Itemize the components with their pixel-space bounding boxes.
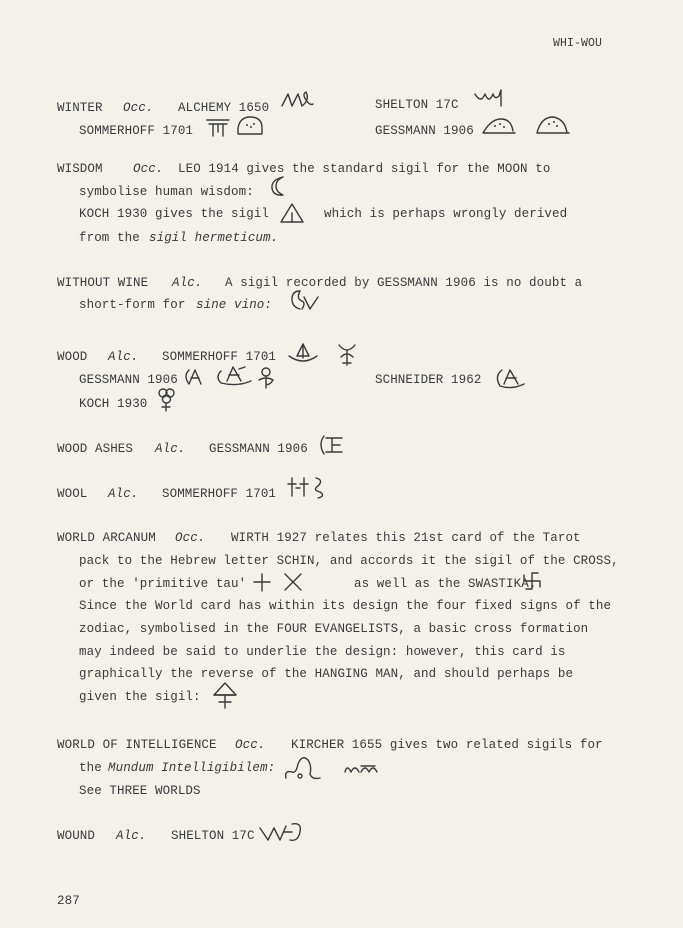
entry-text: Since the World card has within its design the four fixed signs of the [79, 599, 612, 613]
wound-sigil-icon [258, 818, 306, 846]
entry-text: zodiac, symbolised in the FOUR EVANGELISTS, a basic cross formation [79, 622, 589, 636]
entry-text: symbolise human wisdom: [79, 185, 254, 199]
wood-sigil-icon [156, 385, 176, 413]
winter-sigil-icon [481, 113, 517, 137]
wood-sigil-icon [492, 366, 528, 390]
wood-sigil-icon [255, 366, 277, 390]
source-ref: GESSMANN 1906 [375, 124, 474, 138]
entry-tag: Occ. [133, 162, 164, 176]
entry-text: may indeed be said to underlie the design: however, this card is [79, 645, 566, 659]
winter-sigil-icon [236, 114, 266, 138]
entry-text: sigil hermeticum. [149, 231, 279, 245]
entry-text: the [79, 761, 102, 775]
entry-text: Mundum Intelligibilem: [108, 761, 276, 775]
swastika-sigil-icon [522, 571, 542, 591]
entry-term: WOOD [57, 350, 88, 364]
source-ref: SCHNEIDER 1962 [375, 373, 482, 387]
page-number: 287 [57, 894, 80, 908]
triangle-sigil-icon [279, 201, 305, 225]
entry-term: WOUND [57, 829, 96, 843]
source-ref: SOMMERHOFF 1701 [162, 487, 277, 501]
entry-tag: Occ. [175, 531, 206, 545]
cross-sigil-icon [252, 571, 272, 593]
entry-text: as well as the SWASTIKA: [354, 577, 537, 591]
entry-text: WIRTH 1927 relates this 21st card of the Tarot [231, 531, 581, 545]
entry-term: WOOL [57, 487, 88, 501]
wood-sigil-icon [287, 342, 319, 364]
winter-sigil-icon [473, 86, 513, 110]
entry-text: sine vino: [196, 298, 273, 312]
entry-text: pack to the Hebrew letter SCHIN, and accords it the sigil of the CROSS, [79, 554, 619, 568]
entry-term: WORLD ARCANUM [57, 531, 156, 545]
wood-sigil-icon [335, 341, 359, 369]
sine-vino-sigil-icon [286, 287, 322, 315]
wood-sigil-icon [181, 366, 209, 388]
winter-sigil-icon [535, 113, 571, 137]
source-ref: KOCH 1930 [79, 397, 148, 411]
entry-term: WITHOUT WINE [57, 276, 149, 290]
entry-text: short-form for [79, 298, 186, 312]
entry-term: WORLD OF INTELLIGENCE [57, 738, 217, 752]
entry-text: which is perhaps wrongly derived [324, 207, 568, 221]
entry-text: LEO 1914 gives the standard sigil for the MOON to [178, 162, 551, 176]
entry-tag: Alc. [155, 442, 186, 456]
entry-term: WISDOM [57, 162, 103, 176]
entry-text: A sigil recorded by GESSMANN 1906 is no doubt a [225, 276, 583, 290]
entry-text: given the sigil: [79, 690, 201, 704]
source-ref: SHELTON 17C [171, 829, 255, 843]
entry-tag: Alc. [108, 350, 139, 364]
source-ref: SHELTON 17C [375, 98, 459, 112]
entry-tag: Alc. [172, 276, 203, 290]
entry-term: WOOD ASHES [57, 442, 134, 456]
moon-sigil-icon [267, 174, 289, 198]
source-ref: SOMMERHOFF 1701 [162, 350, 277, 364]
wool-sigil-icon [286, 474, 336, 502]
source-ref: SOMMERHOFF 1701 [79, 124, 194, 138]
entry-tag: Alc. [116, 829, 147, 843]
source-ref: GESSMANN 1906 [209, 442, 308, 456]
source-ref: ALCHEMY 1650 [178, 101, 270, 115]
winter-sigil-icon [280, 88, 314, 114]
world-sigil-icon [211, 680, 239, 710]
entry-tag: Occ. [235, 738, 266, 752]
entry-text: or the 'primitive tau' [79, 577, 247, 591]
entry-term: WINTER [57, 101, 103, 115]
entry-tag: Occ. [123, 101, 154, 115]
mundum-sigil-icon [343, 760, 379, 778]
entry-tag: Alc. [108, 487, 139, 501]
entry-text: graphically the reverse of the HANGING MAN, and should perhaps be [79, 667, 574, 681]
source-ref: GESSMANN 1906 [79, 373, 178, 387]
entry-text: KIRCHER 1655 gives two related sigils for [291, 738, 603, 752]
cross-sigil-icon [282, 571, 304, 593]
entry-text: KOCH 1930 gives the sigil [79, 207, 270, 221]
wood-ashes-sigil-icon [318, 434, 346, 456]
winter-sigil-icon [205, 116, 233, 138]
entry-text: from the [79, 231, 140, 245]
wood-sigil-icon [215, 363, 255, 387]
running-head: WHI-WOU [553, 37, 603, 50]
entry-text: See THREE WORLDS [79, 784, 201, 798]
mundum-sigil-icon [282, 752, 328, 784]
